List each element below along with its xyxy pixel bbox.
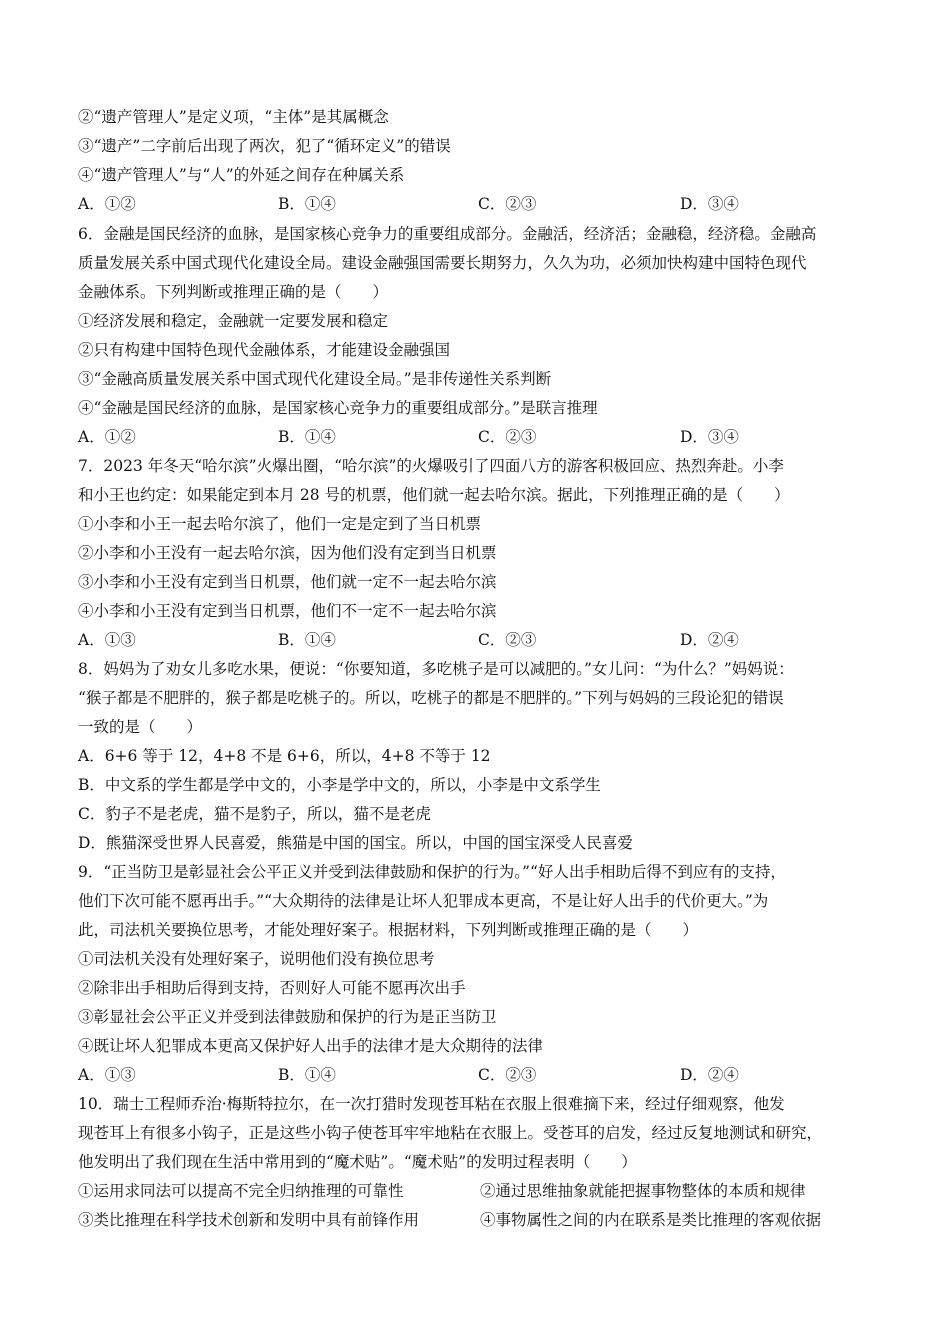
q8-stem-line-1: 8．妈妈为了劝女儿多吃水果，便说：“你要知道，多吃桃子是可以减肥的。”女儿问：“为什么？”妈妈说： <box>78 660 794 678</box>
q7-options <box>78 630 878 650</box>
q9-stem-line-2: 他们下次可能不愿再出手。”“大众期待的法律是让坏人犯罪成本更高，不是让好人出手的代价更大。”为 <box>78 892 769 910</box>
q6-option-a[interactable]: A．①② <box>78 428 136 446</box>
q10-statement-3: ③类比推理在科学技术创新和发明中具有前锋作用 <box>78 1211 420 1229</box>
q8-stem-line-2: “猴子都是不肥胖的，猴子都是吃桃子的。所以，吃桃子的都是不肥胖的。”下列与妈妈的三段论犯的错误 <box>78 689 784 707</box>
q10-stem-line-3: 他发明出了我们现在生活中常用到的“魔术贴”。“魔术贴”的发明过程表明（ ） <box>78 1153 637 1171</box>
q9-option-a[interactable]: A．①③ <box>78 1066 136 1084</box>
q6-statement-3: ③“金融高质量发展关系中国式现代化建设全局。”是非传递性关系判断 <box>78 370 552 388</box>
q7-stem-line-2: 和小王也约定：如果能定到本月 28 号的机票，他们就一起去哈尔滨。据此，下列推理正确的是（ ） <box>78 486 790 504</box>
q6-option-c[interactable]: C．②③ <box>478 428 537 446</box>
q10-statement-4: ④事物属性之间的内在联系是类比推理的客观依据 <box>480 1211 822 1229</box>
q6-options <box>78 427 878 447</box>
q10-statement-2: ②通过思维抽象就能把握事物整体的本质和规律 <box>480 1182 806 1200</box>
q10-statement-1: ①运用求同法可以提高不完全归纳推理的可靠性 <box>78 1182 404 1200</box>
q7-statement-4: ④小李和小王没有定到当日机票，他们不一定不一起去哈尔滨 <box>78 602 497 620</box>
q10-stem-line-2: 现苍耳上有很多小钩子，正是这些小钩子使苍耳牢牢地粘在衣服上。受苍耳的启发，经过反复地测试和研究， <box>78 1124 823 1142</box>
q5-statement-3: ③“遗产”二字前后出现了两次，犯了“循环定义”的错误 <box>78 137 451 155</box>
q7-option-d[interactable]: D．②④ <box>680 631 739 649</box>
q9-statement-3: ③彰显社会公平正义并受到法律鼓励和保护的行为是正当防卫 <box>78 1008 497 1026</box>
q6-option-b[interactable]: B．①④ <box>278 428 336 446</box>
q6-stem-line-3: 金融体系。下列判断或推理正确的是（ ） <box>78 283 389 301</box>
q6-stem-line-1: 6．金融是国民经济的血脉，是国家核心竞争力的重要组成部分。金融活，经济活；金融稳，经济稳。金融高 <box>78 225 817 243</box>
q8-option-d[interactable]: D．熊猫深受世界人民喜爱，熊猫是中国的国宝。所以，中国的国宝深受人民喜爱 <box>78 834 633 852</box>
q10-stem-line-1: 10．瑞士工程师乔治·梅斯特拉尔，在一次打猎时发现苍耳粘在衣服上很难摘下来，经过仔细观察，他发 <box>78 1095 785 1113</box>
q10-statements-row-2 <box>78 1210 878 1230</box>
q7-stem-line-1: 7．2023 年冬天“哈尔滨”火爆出圈，“哈尔滨”的火爆吸引了四面八方的游客积极回应、热烈奔赴。小李 <box>78 457 784 475</box>
q9-option-b[interactable]: B．①④ <box>278 1066 336 1084</box>
q5-option-c[interactable]: C．②③ <box>478 195 537 213</box>
q8-stem-line-3: 一致的是（ ） <box>78 718 203 736</box>
q7-statement-1: ①小李和小王一起去哈尔滨了，他们一定是定到了当日机票 <box>78 515 482 533</box>
q9-statement-4: ④既让坏人犯罪成本更高又保护好人出手的法律才是大众期待的法律 <box>78 1037 544 1055</box>
q6-statement-1: ①经济发展和稳定，金融就一定要发展和稳定 <box>78 312 389 330</box>
q5-option-a[interactable]: A．①② <box>78 195 136 213</box>
q7-statement-3: ③小李和小王没有定到当日机票，他们就一定不一起去哈尔滨 <box>78 573 497 591</box>
q5-option-b[interactable]: B．①④ <box>278 195 336 213</box>
q6-statement-4: ④“金融是国民经济的血脉，是国家核心竞争力的重要组成部分。”是联言推理 <box>78 399 598 417</box>
q5-statement-4: ④“遗产管理人”与“人”的外延之间存在种属关系 <box>78 166 405 184</box>
q8-option-b[interactable]: B．中文系的学生都是学中文的，小李是学中文的，所以，小李是中文系学生 <box>78 776 601 794</box>
q6-option-d[interactable]: D．③④ <box>680 428 739 446</box>
q10-statements-row-1 <box>78 1181 878 1201</box>
q9-statement-1: ①司法机关没有处理好案子，说明他们没有换位思考 <box>78 950 435 968</box>
q5-option-d[interactable]: D．③④ <box>680 195 739 213</box>
q9-statement-2: ②除非出手相助后得到支持，否则好人可能不愿再次出手 <box>78 979 466 997</box>
q9-stem-line-3: 此，司法机关要换位思考，才能处理好案子。根据材料，下列判断或推理正确的是（ ） <box>78 921 699 939</box>
q7-option-b[interactable]: B．①④ <box>278 631 336 649</box>
q5-statement-2: ②“遗产管理人”是定义项，“主体”是其属概念 <box>78 108 389 126</box>
q9-option-d[interactable]: D．②④ <box>680 1066 739 1084</box>
q8-option-a[interactable]: A．6+6 等于 12，4+8 不是 6+6，所以，4+8 不等于 12 <box>78 747 491 765</box>
q7-option-c[interactable]: C．②③ <box>478 631 537 649</box>
q8-option-c[interactable]: C．豹子不是老虎，猫不是豹子，所以，猫不是老虎 <box>78 805 431 823</box>
q9-option-c[interactable]: C．②③ <box>478 1066 537 1084</box>
q6-stem-line-2: 质量发展关系中国式现代化建设全局。建设金融强国需要长期努力，久久为功，必须加快构建中国特色现代 <box>78 254 807 272</box>
q7-statement-2: ②小李和小王没有一起去哈尔滨，因为他们没有定到当日机票 <box>78 544 497 562</box>
q9-options <box>78 1065 878 1085</box>
q5-options <box>78 194 878 214</box>
q7-option-a[interactable]: A．①③ <box>78 631 136 649</box>
q9-stem-line-1: 9．“正当防卫是彰显社会公平正义并受到法律鼓励和保护的行为。”“好人出手相助后得不到应有的支持， <box>78 863 786 881</box>
q6-statement-2: ②只有构建中国特色现代金融体系，才能建设金融强国 <box>78 341 451 359</box>
